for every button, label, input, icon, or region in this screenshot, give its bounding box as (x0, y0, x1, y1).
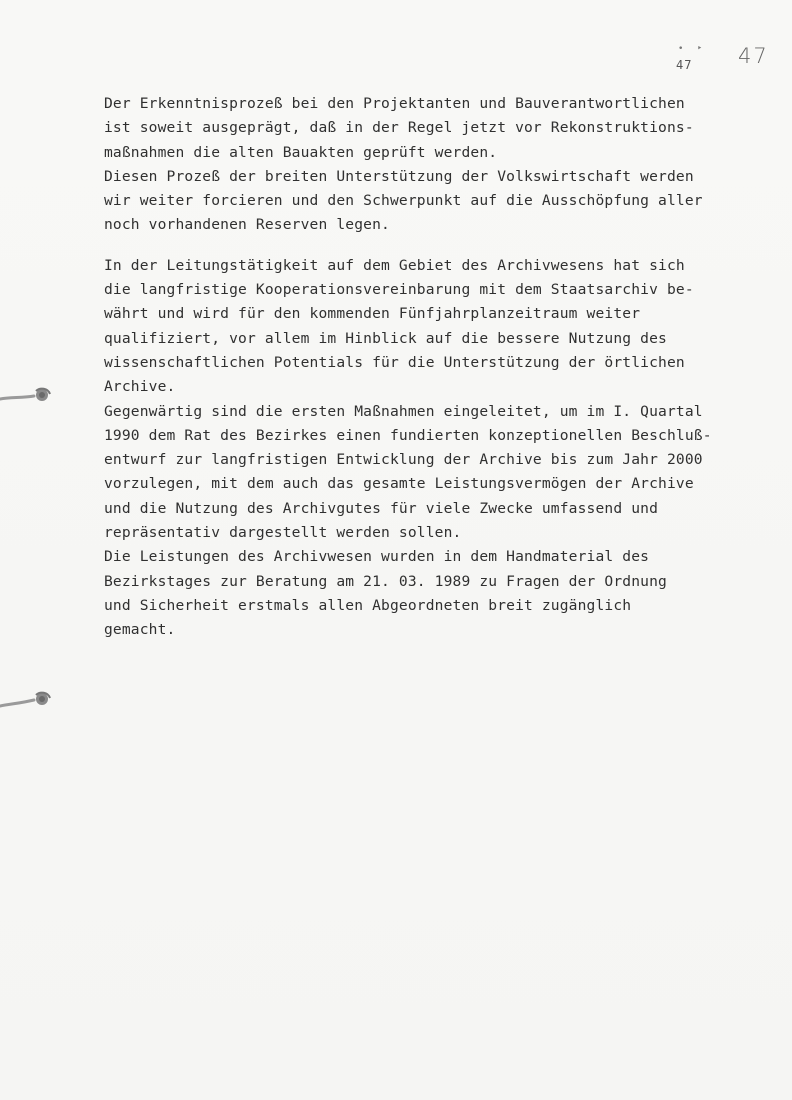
text-line: wissenschaftlichen Potentials für die Unterstützung der örtlichen (104, 353, 685, 371)
page-number-marks: • ‣ (678, 44, 707, 54)
text-line: gemacht. (104, 621, 176, 639)
text-line: vorzulegen, mit dem auch das gesamte Leistungsvermögen der Archive (104, 475, 694, 493)
text-line: und die Nutzung des Archivgutes für viele Zwecke umfassend und (104, 499, 659, 517)
text-line: Der Erkenntnisprozeß bei den Projektanten und Bauverantwortlichen (104, 95, 685, 112)
text-line: repräsentativ dargestellt werden sollen. (104, 524, 462, 542)
text-line: Archive. (104, 378, 176, 396)
text-line: In der Leitungstätigkeit auf dem Gebiet des Archivwesens hat sich (104, 256, 685, 274)
text-line: noch vorhandenen Reserven legen. (104, 216, 390, 234)
text-line: entwurf zur langfristigen Entwicklung der Archive bis zum Jahr 2000 (104, 451, 703, 469)
text-line: Gegenwärtig sind die ersten Maßnahmen eingeleitet, um im I. Quartal (104, 402, 703, 420)
text-line: 1990 dem Rat des Bezirkes einen fundierten konzeptionellen Beschluß- (104, 426, 712, 444)
text-line: währt und wird für den kommenden Fünfjahrplanzeitraum weiter (104, 305, 641, 323)
text-line: Diesen Prozeß der breiten Unterstützung der Volkswirtschaft werden (104, 167, 694, 185)
page-number-stamp: 47 (676, 58, 693, 72)
text-line: ist soweit ausgeprägt, daß in der Regel jetzt vor Rekonstruktions- (104, 119, 694, 137)
binding-string-bottom-icon (0, 690, 54, 712)
text-line: Bezirkstages zur Beratung am 21. 03. 1989 zu Fragen der Ordnung (104, 572, 667, 590)
page-number-handwritten: 47 (738, 44, 769, 68)
text-line: Die Leistungen des Archivwesen wurden in dem Handmaterial des (104, 548, 650, 566)
text-line: und Sicherheit erstmals allen Abgeordneten breit zugänglich (104, 596, 632, 614)
binding-string-top-icon (0, 385, 54, 407)
text-line: die langfristige Kooperationsvereinbarung mit dem Staatsarchiv be- (104, 281, 694, 299)
paragraph-2 (104, 254, 764, 643)
paragraph-gap (104, 238, 764, 254)
text-line: maßnahmen die alten Bauakten geprüft werden. (104, 143, 498, 161)
document-body (104, 92, 764, 643)
paragraph-1 (104, 92, 764, 238)
text-line: wir weiter forcieren und den Schwerpunkt auf die Ausschöpfung aller (104, 192, 703, 210)
text-line: qualifiziert, vor allem im Hinblick auf die bessere Nutzung des (104, 329, 667, 347)
